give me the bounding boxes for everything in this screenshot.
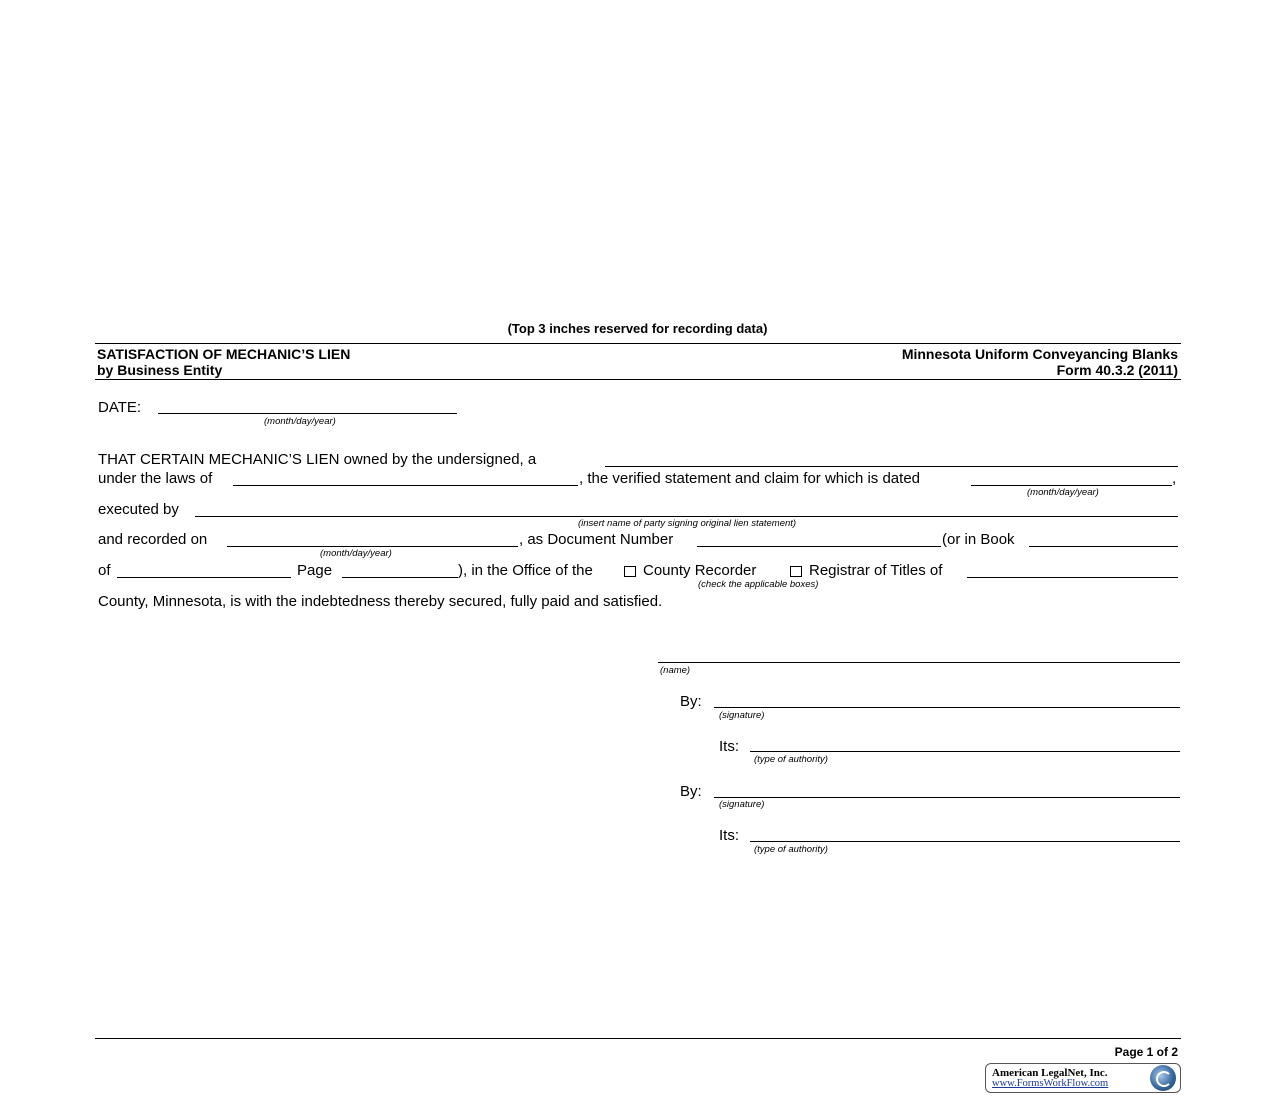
book-label: (or in Book: [942, 531, 1015, 548]
of-label: of: [98, 562, 111, 579]
name-hint: (name): [660, 665, 691, 676]
signature-hint-1: (signature): [719, 710, 765, 721]
footer-rule: [95, 1038, 1181, 1039]
recorded-on-label: and recorded on: [98, 531, 208, 548]
authority-hint-1: (type of authority): [754, 754, 828, 765]
checkbox-hint: (check the applicable boxes): [698, 579, 819, 590]
logo-url[interactable]: www.FormsWorkFlow.com: [992, 1078, 1109, 1089]
signature-hint-2: (signature): [719, 799, 765, 810]
form-title: SATISFACTION OF MECHANIC’S LIEN: [97, 346, 351, 362]
claim-date-hint: (month/day/year): [1027, 487, 1099, 498]
recorded-on-field[interactable]: [227, 546, 518, 547]
county-recorder-label: County Recorder: [643, 562, 757, 579]
claim-dated-label: , the verified statement and claim for which is dated: [579, 470, 921, 487]
laws-of-label: under the laws of: [98, 470, 213, 487]
laws-of-field[interactable]: [233, 485, 578, 486]
american-legalnet-logo[interactable]: [985, 1063, 1181, 1093]
name-field[interactable]: [658, 662, 1180, 663]
globe-icon: [1150, 1065, 1176, 1091]
authority-hint-2: (type of authority): [754, 844, 828, 855]
claim-date-field[interactable]: [971, 485, 1172, 486]
document-number-label: , as Document Number: [519, 531, 674, 548]
executed-by-label: executed by: [98, 501, 179, 518]
form-series: Minnesota Uniform Conveyancing Blanks: [901, 346, 1178, 362]
satisfied-statement: County, Minnesota, is with the indebtedness thereby secured, fully paid and satisfied.: [98, 593, 663, 610]
signature-field-1[interactable]: [714, 707, 1180, 708]
its-label-2: Its:: [719, 827, 740, 844]
recorded-on-hint: (month/day/year): [320, 548, 392, 559]
page-label: Page: [297, 562, 333, 579]
lien-intro-text: THAT CERTAIN MECHANIC’S LIEN owned by the undersigned, a: [98, 451, 537, 468]
document-number-field[interactable]: [697, 546, 941, 547]
form-number: Form 40.3.2 (2011): [1056, 362, 1178, 378]
registrar-label: Registrar of Titles of: [809, 562, 943, 579]
by-label-2: By:: [680, 783, 702, 800]
of-field[interactable]: [117, 577, 291, 578]
claim-date-comma: ,: [1172, 470, 1177, 487]
form-subtitle: by Business Entity: [97, 362, 223, 378]
entity-type-field[interactable]: [605, 466, 1178, 467]
authority-field-1[interactable]: [750, 751, 1180, 752]
signature-field-2[interactable]: [714, 797, 1180, 798]
registrar-checkbox[interactable]: [790, 566, 802, 577]
by-label-1: By:: [680, 693, 702, 710]
date-hint: (month/day/year): [264, 416, 336, 427]
registrar-county-field[interactable]: [967, 577, 1178, 578]
header-bottom-rule: [95, 379, 1181, 380]
page-field[interactable]: [342, 577, 458, 578]
county-recorder-checkbox[interactable]: [624, 566, 636, 577]
recording-note: (Top 3 inches reserved for recording data): [507, 321, 768, 336]
authority-field-2[interactable]: [750, 841, 1180, 842]
executed-by-field[interactable]: [195, 516, 1178, 517]
its-label-1: Its:: [719, 738, 740, 755]
date-label: DATE:: [98, 399, 142, 416]
executed-by-hint: (insert name of party signing original lien statement): [578, 518, 797, 529]
page-number: Page 1 of 2: [1114, 1045, 1178, 1059]
date-field[interactable]: [158, 413, 457, 414]
office-of-label: ), in the Office of the: [458, 562, 593, 579]
logo-company-name: American LegalNet, Inc.: [992, 1067, 1108, 1079]
book-field[interactable]: [1029, 546, 1178, 547]
header-top-rule: [95, 343, 1181, 344]
